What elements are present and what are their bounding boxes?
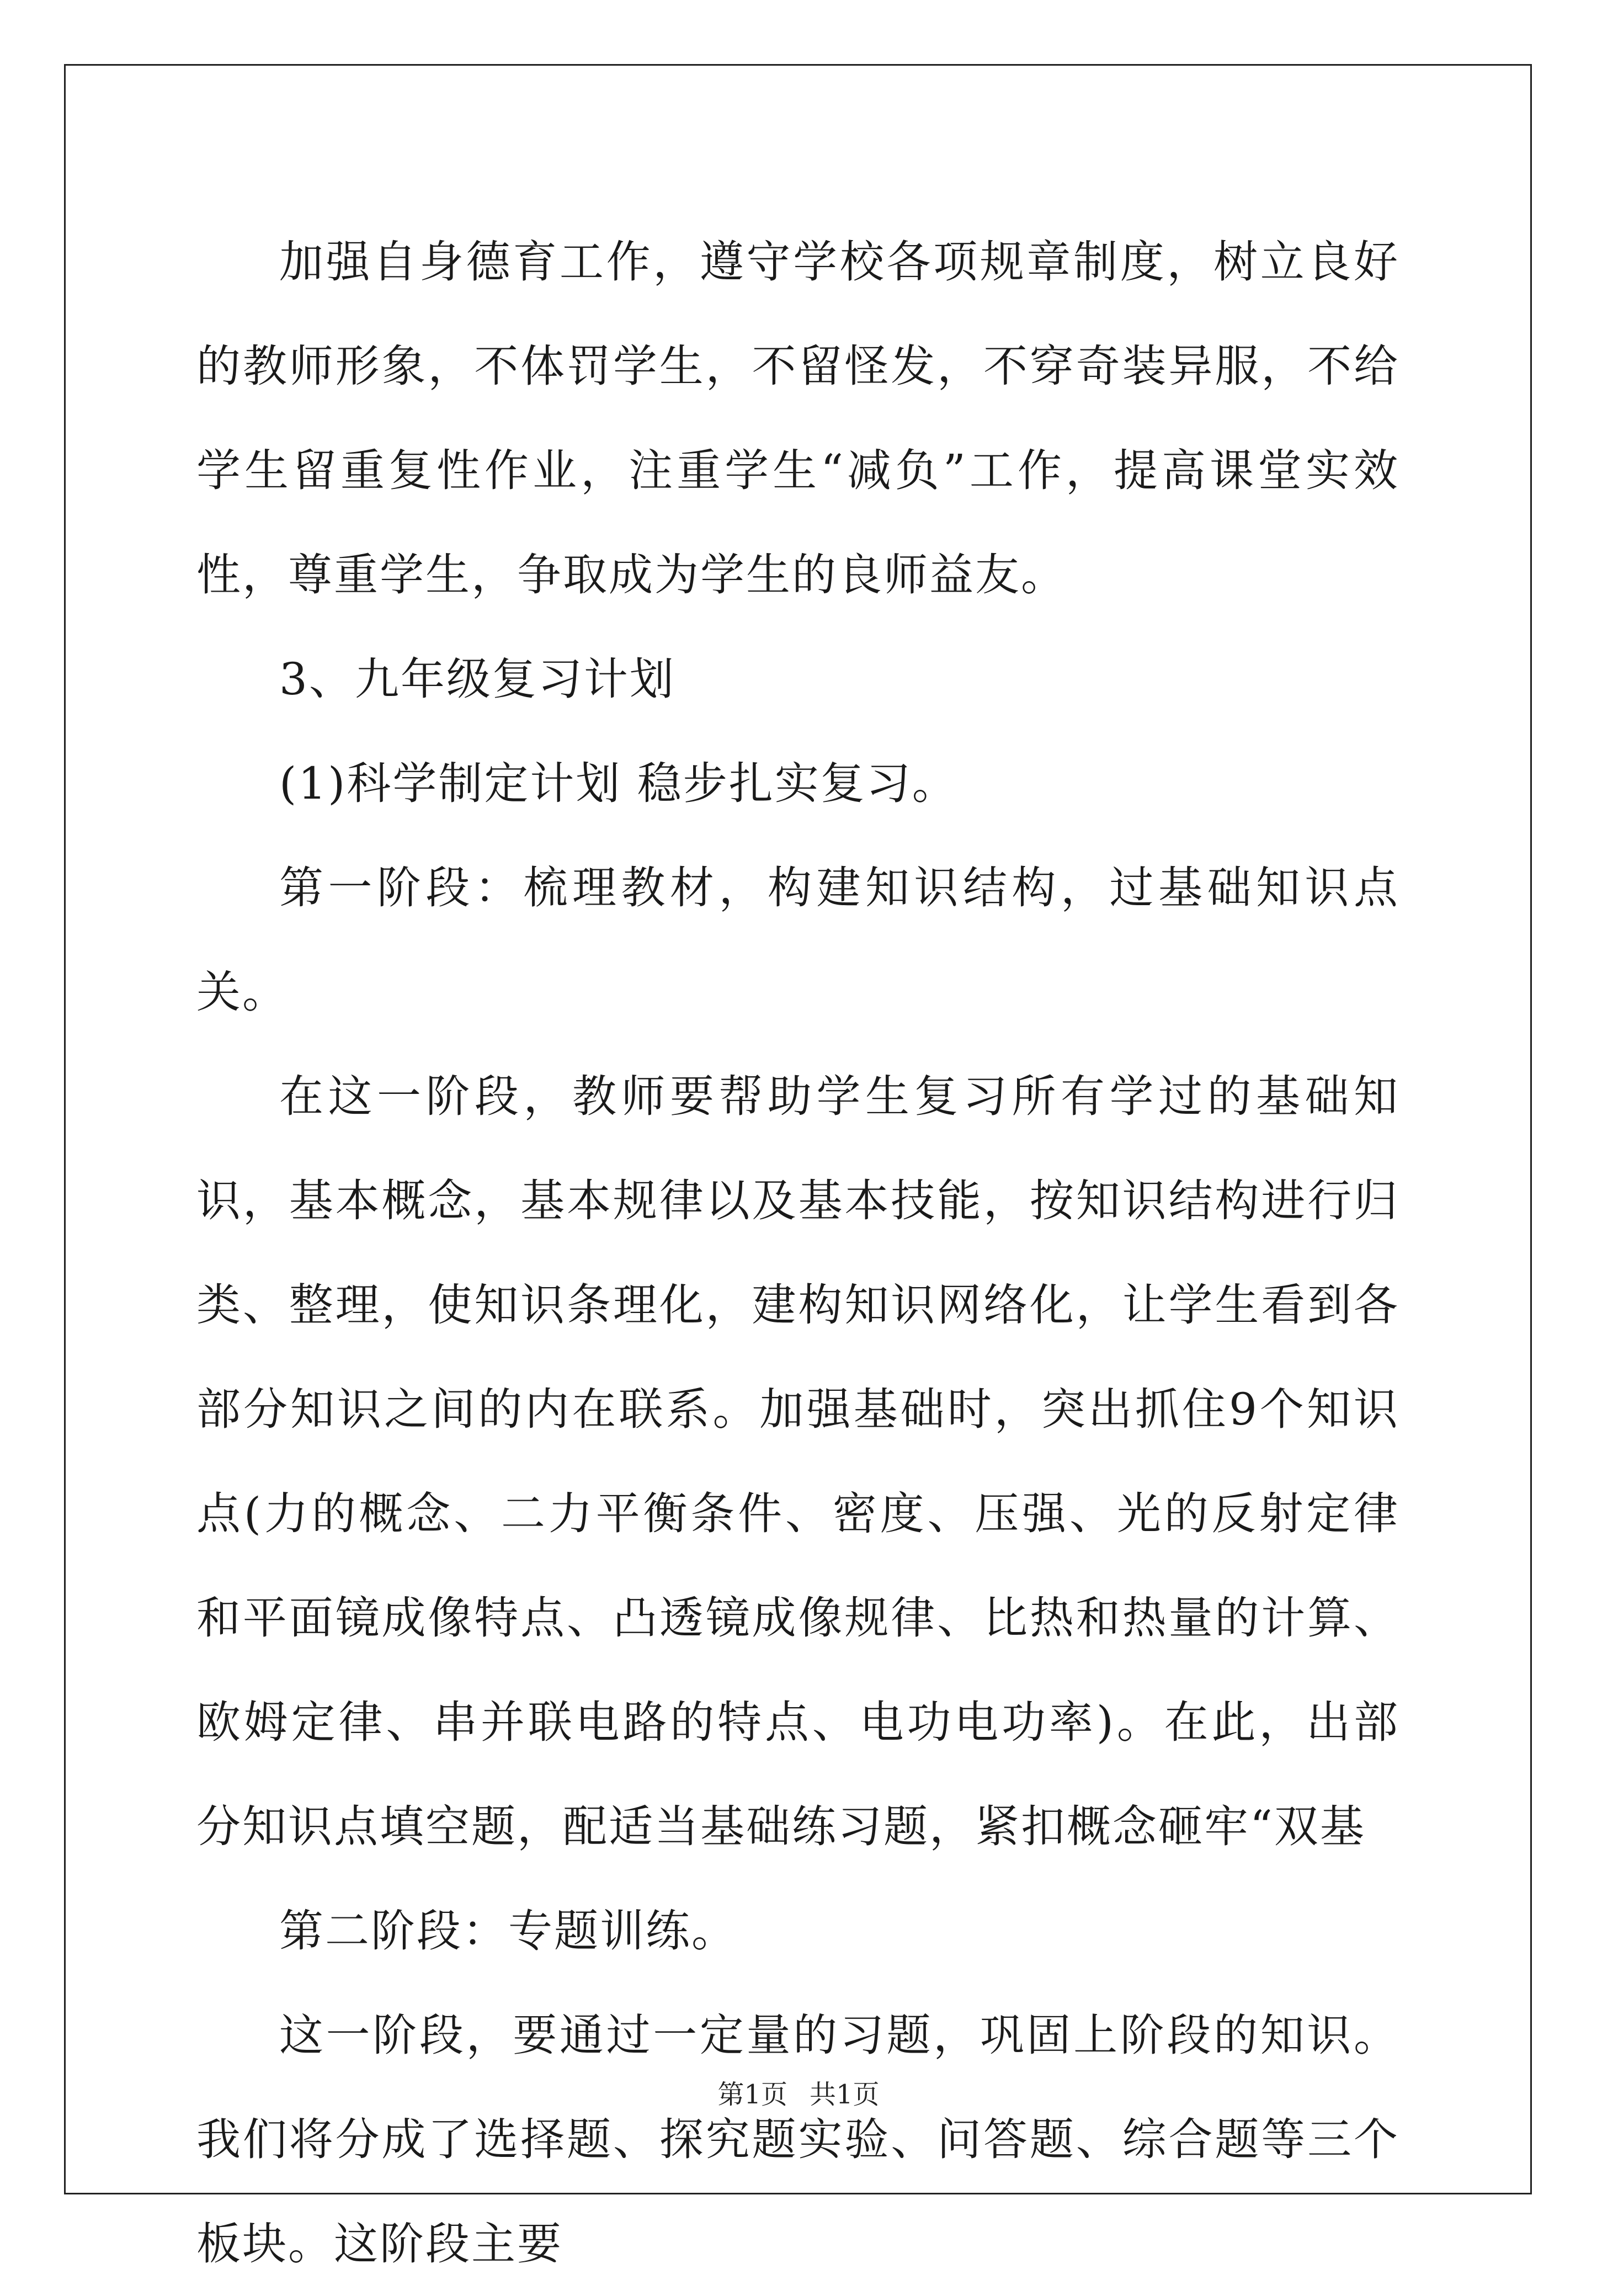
paragraph-stage-one-title: 第一阶段：梳理教材，构建知识结构，过基础知识点关。 [196, 862, 1399, 1018]
paragraph-stage-two-detail: 这一阶段，要通过一定量的习题，巩固上阶段的知识。我们将分成了选择题、探究题实验、问答题、综合题等三个板块。这阶段主要 [196, 2010, 1399, 2270]
paragraph-stage-two-title: 第二阶段：专题训练。 [279, 1905, 737, 1957]
page-footer [0, 2078, 1597, 2111]
subheading-scientific-plan: (1)科学制定计划 稳步扎实复习。 [279, 758, 958, 809]
document-body [196, 210, 1399, 2296]
page-number-total: 共1页 [810, 2079, 880, 2110]
heading-grade9-review-plan: 3、九年级复习计划 [279, 653, 675, 705]
page-number-current: 第1页 [717, 2079, 787, 2110]
paragraph-teacher-ethics: 加强自身德育工作，遵守学校各项规章制度，树立良好的教师形象，不体罚学生，不留怪发，不穿奇装异服，不给学生留重复性作业，注重学生“减负”工作，提高课堂实效性，尊重学生，争取成为学生的良师益友。 [196, 236, 1399, 600]
paragraph-stage-one-detail: 在这一阶段，教师要帮助学生复习所有学过的基础知识，基本概念，基本规律以及基本技能，按知识结构进行归类、整理，使知识条理化，建构知识网络化，让学生看到各部分知识之间的内在联系。加强基础时，突出抓住9个知识点(力的概念、二力平衡条件、密度、压强、光的反射定律和平面镜成像特点、凸透镜成像规律、比热和热量的计算、欧姆定律、串并联电路的特点、电功电功率)。在此，出部分知识点填空题，配适当基础练习题，紧扣概念砸牢“双基 [196, 1071, 1399, 1852]
